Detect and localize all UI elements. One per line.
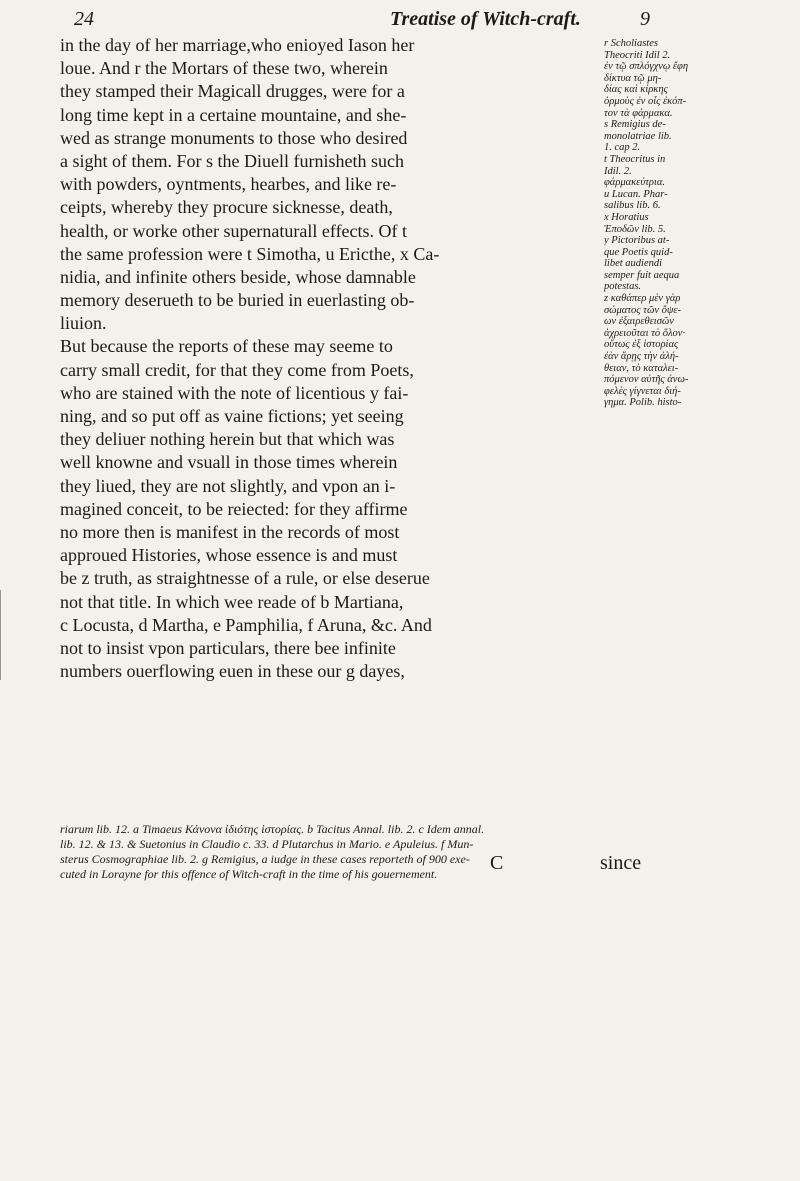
margin-note-line: γημα. Polib. histo- — [604, 397, 682, 409]
text-line: wed as strange monuments to those who desired — [60, 127, 408, 148]
text-line: ning, and so put off as vaine fictions; yet seeing — [60, 406, 404, 426]
margin-note-line: que Poetis quid- — [604, 246, 673, 258]
margin-note-line: Theocriti Idil 2. — [604, 49, 671, 61]
page-number: 9 — [640, 8, 650, 30]
text-line: magined conceit, to be reiected: for they affirme — [60, 498, 408, 519]
text-line: approued Histories, whose essence is and must — [60, 545, 398, 566]
margin-note-line: u Lucan. Phar- — [604, 188, 668, 200]
text-line: in the day of her marriage,who enioyed Iason her — [60, 35, 415, 55]
margin-note-line: monolatriae lib. — [604, 130, 672, 142]
text-line: liuion. — [60, 313, 107, 334]
margin-note-line: t Theocritus in — [604, 153, 666, 165]
margin-note-line: s Remigius de- — [604, 119, 666, 131]
footnote-line: cuted in Lorayne for this offence of Witch-craft in the time of his gouernement. — [60, 867, 438, 881]
margin-note-line: ἐν τῷ σπλόγχνῳ ἔφη — [604, 61, 689, 73]
text-line: they liued, they are not slightly, and vpon an i- — [60, 475, 396, 496]
margin-note-line: οὕτως ἐξ ἱστορίας — [604, 339, 679, 351]
footnote-line: lib. 12. & 13. & Suetonius in Claudio c. 33. d Plutarchus in Mario. e Apuleius. f Mun- — [60, 837, 474, 851]
margin-note-line: libet audiendi — [604, 258, 663, 270]
margin-note-line: Idil. 2. — [604, 165, 632, 177]
margin-note-line: δίκτυα τῷ μη- — [604, 72, 662, 84]
text-line: ceipts, whereby they procure sicknesse, death, — [60, 197, 393, 218]
text-line: health, or worke other supernaturall effects. Of t — [60, 220, 408, 241]
text-line: with powders, oyntments, hearbes, and like re- — [60, 174, 397, 195]
margin-note-line: σώματος τῶν ὄψε- — [604, 304, 682, 316]
text-line: not that title. In which wee reade of b Martiana, — [60, 591, 404, 612]
margin-note-line: semper fuit aequa — [604, 269, 680, 281]
text-line: loue. And r the Mortars of these two, wherein — [60, 58, 388, 79]
text-line: be z truth, as straightnesse of a rule, or else deserue — [60, 568, 430, 589]
text-line: nidia, and infinite others beside, whose damnable — [60, 266, 416, 287]
text-line: c Locusta, d Martha, e Pamphilia, f Aruna, &c. And — [60, 614, 432, 635]
margin-notes — [604, 38, 774, 409]
catchword: since — [600, 852, 642, 874]
margin-note-line: 1. cap 2. — [604, 142, 641, 154]
running-head — [60, 6, 760, 32]
margin-note-line: θειαν, τὸ καταλει- — [604, 362, 679, 374]
margin-note-line: τον τὰ φάρμακα. — [604, 107, 673, 119]
margin-note-line: salibus lib. 6. — [604, 200, 661, 212]
margin-note-line: δίας καὶ κίρκης — [604, 84, 668, 96]
text-line: they stamped their Magicall drugges, were for a — [60, 81, 405, 102]
text-line: the same profession were t Simotha, u Ericthe, x Ca- — [60, 243, 440, 264]
margin-note-line: ἀχρειοῦται τὸ ὅλον· — [604, 327, 686, 339]
margin-note-line: ἐὰν ἄρῃς τὴν ἀλή- — [604, 351, 679, 363]
catchline — [60, 852, 760, 878]
text-line: carry small credit, for that they come from Poets, — [60, 359, 414, 380]
text-line: numbers ouerflowing euen in these our g dayes, — [60, 661, 405, 682]
margin-note-line: z καθάπερ μὲν γὰρ — [604, 293, 681, 305]
margin-note-line: φάρμακεύτρια. — [604, 177, 665, 189]
margin-note-line: πόμενον αὐτῆς ἀνω- — [604, 374, 689, 386]
text-line: well knowne and vsuall in those times wherein — [60, 452, 398, 473]
text-line: not to insist vpon particulars, there bee infinite — [60, 637, 396, 658]
footnote-line: riarum lib. 12. a Timaeus Κάνονα ἰδιότης ἱστορίας. b Tacitus Annal. lib. 2. c Idem annal. — [60, 822, 485, 836]
margin-note-line: x Horatius — [604, 211, 649, 223]
text-line: no more then is manifest in the records of most — [60, 521, 400, 542]
running-head-title: Treatise of Witch-craft. — [390, 8, 581, 30]
text-line: But because the reports of these may seeme to — [60, 336, 393, 357]
margin-note-line: φελὲς γίγνεται διή- — [604, 385, 681, 397]
running-head-mark: 24 — [74, 8, 94, 30]
text-line: a sight of them. For s the Diuell furnisheth such — [60, 150, 404, 171]
margin-note-line: ὀρμοὺς ἐν οἷς ἐκόπ- — [604, 95, 687, 107]
main-text-block — [60, 34, 600, 683]
page-edge-mark — [0, 590, 21, 680]
footnote-line: sterus Cosmographiae lib. 2. g Remigius, a iudge in these cases reporteth of 900 exe- — [60, 852, 470, 866]
text-line: memory deserueth to be buried in euerlasting ob- — [60, 290, 415, 311]
text-line: they deliuer nothing herein but that which was — [60, 429, 395, 450]
margin-note-line: Ἐποδῶν lib. 5. — [604, 223, 666, 235]
text-line: long time kept in a certaine mountaine, and she- — [60, 104, 407, 125]
margin-note-line: r Scholiastes — [604, 38, 658, 49]
margin-note-line: ων ἐξαιρεθεισῶν — [604, 316, 674, 328]
text-line: who are stained with the note of licentious y fai- — [60, 382, 409, 403]
margin-note-line: potestas. — [604, 281, 642, 293]
signature-mark: C — [490, 852, 504, 874]
margin-note-line: y Pictoribus at- — [604, 235, 670, 247]
